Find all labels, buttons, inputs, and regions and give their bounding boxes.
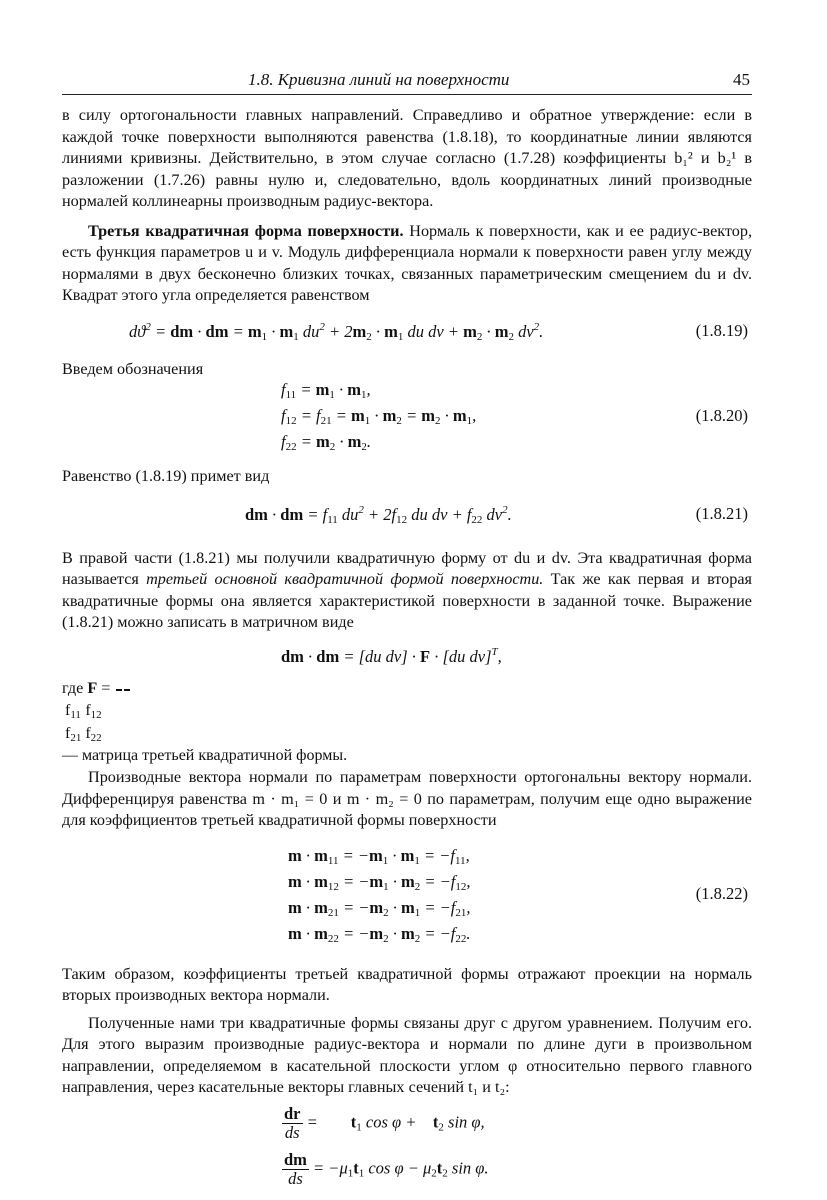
equation-number: (1.8.20)	[695, 406, 748, 425]
equation-dr-ds: $\frac{dr}{ds}$ = $t_1$ cos φ + $t_2$ sin φ,	[284, 1103, 485, 1142]
paragraph-4: Равенство (1.8.19) примет вид	[62, 467, 270, 485]
equation-1-8-22	[62, 832, 752, 964]
paragraph-8: Таким образом, коэффициенты третьей квадратичной формы отражают проекции на нормаль вторых производных вектора нормали.	[62, 964, 752, 1004]
equation-1-8-22-row-3: $m \cdot m_{21} = -m_2 \cdot m_1 = -f_{21}$,	[288, 897, 471, 919]
paragraph-9: Полученные нами три квадратичные формы связаны друг с другом уравнением. Получим его. Для этого выразим производные радиус-вектора и нормали по длине дуги в произвольном направлении, определяемом в касательной плоскости углом φ относительно первого главного направления, через касательные векторы главных сечений t₁ и t₂:	[62, 1013, 752, 1096]
equation-1-8-19-body: $dϑ^2$ = dm · dm = $m_1 \cdot m_1$ $du^2 + 2m_2 \cdot m_1$ du dv + $m_2 \cdot m_2$ $dv^2$.	[129, 320, 544, 343]
equation-arc-derivatives	[62, 1099, 752, 1199]
equation-number: (1.8.19)	[695, 320, 748, 340]
equation-1-8-21	[62, 488, 752, 548]
running-header	[62, 68, 752, 95]
equation-matrix-form-body: dm · dm = [du dv] · F · [du dv]$^T$,	[281, 645, 502, 666]
page-number: 45	[733, 70, 750, 89]
equation-1-8-19	[62, 307, 752, 359]
equation-1-8-22-row-4: $m \cdot m_{22} = -m_2 \cdot m_2 = -f_{22}$.	[288, 923, 471, 945]
equation-1-8-20-row-1: $f_{11} = m_1 \cdot m_1$,	[281, 380, 371, 401]
equation-matrix-form	[62, 634, 752, 674]
equation-1-8-20-row-2: $f_{12} = f_{21} = m_1 \cdot m_2 = m_2 \cdot m_1$,	[281, 406, 477, 427]
equation-1-8-20-row-3: $f_{22} = m_2 \cdot m_2$.	[281, 432, 371, 453]
defined-term: третьей основной квадратичной формой поверхности.	[146, 570, 544, 588]
page: 1.8. Кривизна линий на поверхности 45 в силу ортогональности главных направлений. Справедливо и обратное утверждение: если в каждой точке поверхности выполняются равенства (1.8.18), то координатные линии являются линиями кривизны. Действительно, в этом случае согласно (1.7.28) коэффициенты b₁² и b₂¹ в разложении (1.7.26) равны нулю и, следовательно, вдоль координатных линий производные нормалей коллинеарны производным радиус-вектора. Третья квадратичная форма поверхности. Нормаль к поверхности, как и ее радиус-вектор, есть функция параметров u и v. Модуль дифференциала нормали к поверхности равен углу между нормалями в двух бесконечно близких точках, связанных параметрическим смещением du и dv. Квадрат этого угла определяется равенством $dϑ^2$ = dm · dm = $m_1 \cdot m_1$ $du^2 + 2m_2 \cdot m_1$ du dv + $m_2 \cdot m_2$ $dv^2$. (1.8.19) Введем обозначения $f_{11} = m_1 \cdot m_1$, $f_{12} = f_{21} = m_1 \cdot m_2 = m_2 \cdot m_1$, $f_{22} = m_2 \cdot m_2$. (1.8.20) Равенство (1.8.19) примет вид dm · dm = $f_{11}$ $du^2 + 2f_{12}$ du dv + $f_{22}$ $dv^2$. (1.8.21) В правой части (1.8.21) мы получили квадратичную форму от du и dv. Эта квадратичная форма называется третьей основной квадратичной формой поверхности. Так же как первая и вторая квадратичные формы она является характеристикой поверхности в заданной точке. Выражение (1.8.21) можно записать в матричном виде dm · dm = [du dv] · F · [du dv]$^T$, где F = $f_{11}$ $f_{12}$ $f_{21}$ $f_{22}$ — матрица третьей квадратичной формы. Производные вектора нормали по параметрам поверхности ортогональны вектору нормали. Дифференцируя равенства m · m₁ = 0 и m · m₂ = 0 по параметрам, получим еще одно выражение для коэффициентов третьей квадратичной формы поверхности $m \cdot m_{11} = -m_1 \cdot m_1 = -f_{11}$, $m \cdot m_{12} = -m_1 \cdot m_2 = -f_{12}$, $m \cdot m_{21} = -m_2 \cdot m_1 = -f_{21}$, $m \cdot m_{22} = -m_2 \cdot m_2 = -f_{22}$. (1.8.22) Таким образом, коэффициенты третьей квадратичной формы отражают проекции на нормаль вторых производных вектора нормали. Полученные нами три квадратичные формы связаны друг с другом уравнением. Получим его. Для этого выразим производные радиус-вектора и нормали по длине дуги в произвольном направлении, определяемом в касательной плоскости углом φ относительно первого главного направления, через касательные векторы главных сечений t₁ и t₂: $\frac{dr}{ds}$ = $t_1$ cos φ + $t_2$ sin φ, $\frac{dm}{ds}$ = $-\mu_1t_1$ $\cos \varphi - \mu_2t_2$ sin φ.	[62, 68, 752, 1199]
paragraph-5-text-b: Так же как первая и вторая квадратичные формы она является характеристикой поверхности в заданной точке. Выражение (1.8.21) можно записать в матричном виде	[62, 570, 752, 631]
paragraph-2	[62, 221, 752, 307]
paragraph-6-before: где	[62, 678, 84, 697]
equation-1-8-22-row-1: $m \cdot m_{11} = -m_1 \cdot m_1 = -f_{11}$,	[288, 845, 470, 867]
paragraph-1: в силу ортогональности главных направлений. Справедливо и обратное утверждение: если в каждой точке поверхности выполняются равенства (1.8.18), то координатные линии являются линиями кривизны. Действительно, в этом случае согласно (1.7.28) коэффициенты b₁² и b₂¹ в разложении (1.7.26) равны нулю и, следовательно, вдоль координатных линий производные нормалей коллинеарны производным радиус-вектора.	[62, 106, 752, 210]
paragraph-3: Введем обозначения	[62, 359, 204, 378]
equation-1-8-22-row-2: $m \cdot m_{12} = -m_1 \cdot m_2 = -f_{12}$,	[288, 871, 471, 893]
equation-1-8-21-body: dm · dm = $f_{11}$ $du^2 + 2f_{12}$ du dv + $f_{22}$ $dv^2$.	[245, 503, 512, 526]
paragraph-6-after: — матрица третьей квадратичной формы.	[62, 747, 348, 764]
section-heading: Третья квадратичная форма поверхности.	[88, 221, 404, 240]
equation-dm-ds: $\frac{dm}{ds}$ = $-\mu_1t_1$ $\cos \varphi - \mu_2t_2$ sin φ.	[284, 1149, 489, 1188]
paragraph-6: где F =	[62, 678, 115, 697]
paragraph-2-text: Нормаль к поверхности, как и ее радиус-вектор, есть функция параметров u и v. Модуль дифференциала нормали к поверхности равен углу между нормалями в двух бесконечно близких точках, связанных параметрическим смещением du и dv. Квадрат этого угла определяется равенством	[62, 221, 752, 304]
equation-number: (1.8.21)	[695, 503, 748, 523]
equation-number: (1.8.22)	[695, 883, 748, 903]
paragraph-5	[62, 548, 752, 634]
paragraph-5-text-a: В правой части (1.8.21) мы получили квадратичную форму от du и dv. Эта квадратичная форма называется	[62, 548, 752, 588]
paragraph-7: Производные вектора нормали по параметрам поверхности ортогональны вектору нормали. Дифференцируя равенства m · m₁ = 0 и m · m₂ = 0 по параметрам, получим еще одно выражение для коэффициентов третьей квадратичной формы поверхности	[62, 768, 752, 829]
header-title: 1.8. Кривизна линий на поверхности	[248, 70, 510, 89]
equation-1-8-20	[62, 380, 752, 460]
